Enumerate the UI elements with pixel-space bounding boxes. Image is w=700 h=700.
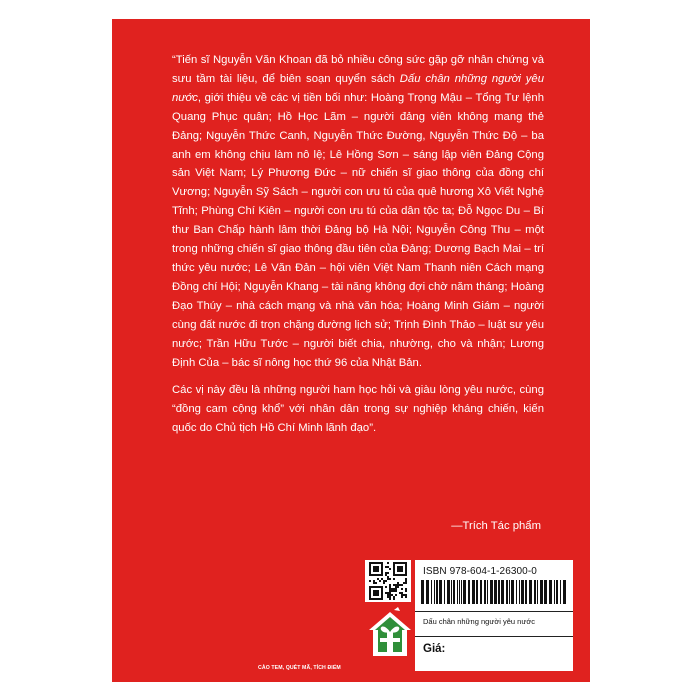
gift-house-logo-icon xyxy=(365,606,415,662)
book-title-italic: Dấu chân những người yêu nước xyxy=(172,72,544,104)
quote-paragraph-2: Các vị này đều là những người ham học hỏi và giàu lòng yêu nước, cùng “đồng cam cộng khổ” với nhân dân trong sự nghiệp kháng chiến, kiến quốc do Chủ tịch Hồ Chí Minh lãnh đạo”. xyxy=(172,384,544,435)
isbn-number: ISBN 978-604-1-26300-0 xyxy=(423,566,537,577)
quote-text-after-title: , giới thiệu về các vị tiền bối như: Hoàng Trọng Mậu – Tổng Tư lệnh Quang Phục quân; Hồ Học Lãm – người đảng viên không mang thẻ Đảng; Nguyễn Thức Canh, Nguyễn Thức Đường, Nguyễn Thức Độ – ba anh em không chịu làm nô lệ; Lê Hồng Sơn – sáng lập viên Đảng Cộng sản Việt Nam; Lý Phương Đức – nữ chiến sĩ giao thông của đồng chí Vương; Nguyễn Sỹ Sách – người con ưu tú của quê hương Xô Viết Nghệ Tĩnh; Phùng Chí Kiên – người con ưu tú của dân tộc ta; Đỗ Ngọc Du – Bí thư Ban Chấp hành lâm thời Đảng bộ Hà Nội; Nguyễn Công Thu – một trong những chiến sĩ giao thông đầu tiên của Đảng; Dương Bạch Mai – trí thức yêu nước; Lê Văn Đản – hội viên Việt Nam Thanh niên Cách mạng Đồng chí Hội; Nguyễn Khang – tài năng không đợi chờ năm tháng; Hoàng Đạo Thúy – nhà cách mạng và nhà văn hóa; Hoàng Minh Giám – người cùng đất nước đi trọn chặng đường lịch sử; Trịnh Đình Thảo – luật sư yêu nước; Trần Hữu Tước – người biết chia, nhường, cho và nhận; Lương Định Của – bác sĩ nông học thứ 96 của Nhật Bản. xyxy=(172,91,544,369)
isbn-barcode-icon xyxy=(419,580,569,609)
scan-caption: CÀO TEM, QUÉT MÃ, TÍCH ĐIỂM xyxy=(258,665,341,671)
isbn-price-label xyxy=(415,560,573,671)
qr-code-icon[interactable] xyxy=(365,560,411,602)
book-title-small: Dấu chân những người yêu nước xyxy=(423,617,536,626)
divider-line xyxy=(415,636,573,637)
quote-text-before-title: “Tiến sĩ Nguyễn Văn Khoan đã bỏ nhiều công sức gặp gỡ nhân chứng và sưu tầm tài liệu, để biên soạn quyển sách xyxy=(172,54,544,85)
quote-attribution: —Trích Tác phẩm xyxy=(451,520,541,532)
back-cover-quote xyxy=(172,51,544,447)
quote-paragraph-1 xyxy=(172,51,544,372)
divider-line xyxy=(415,611,573,612)
back-cover-label-block xyxy=(365,560,573,671)
price-label: Giá: xyxy=(423,643,446,655)
